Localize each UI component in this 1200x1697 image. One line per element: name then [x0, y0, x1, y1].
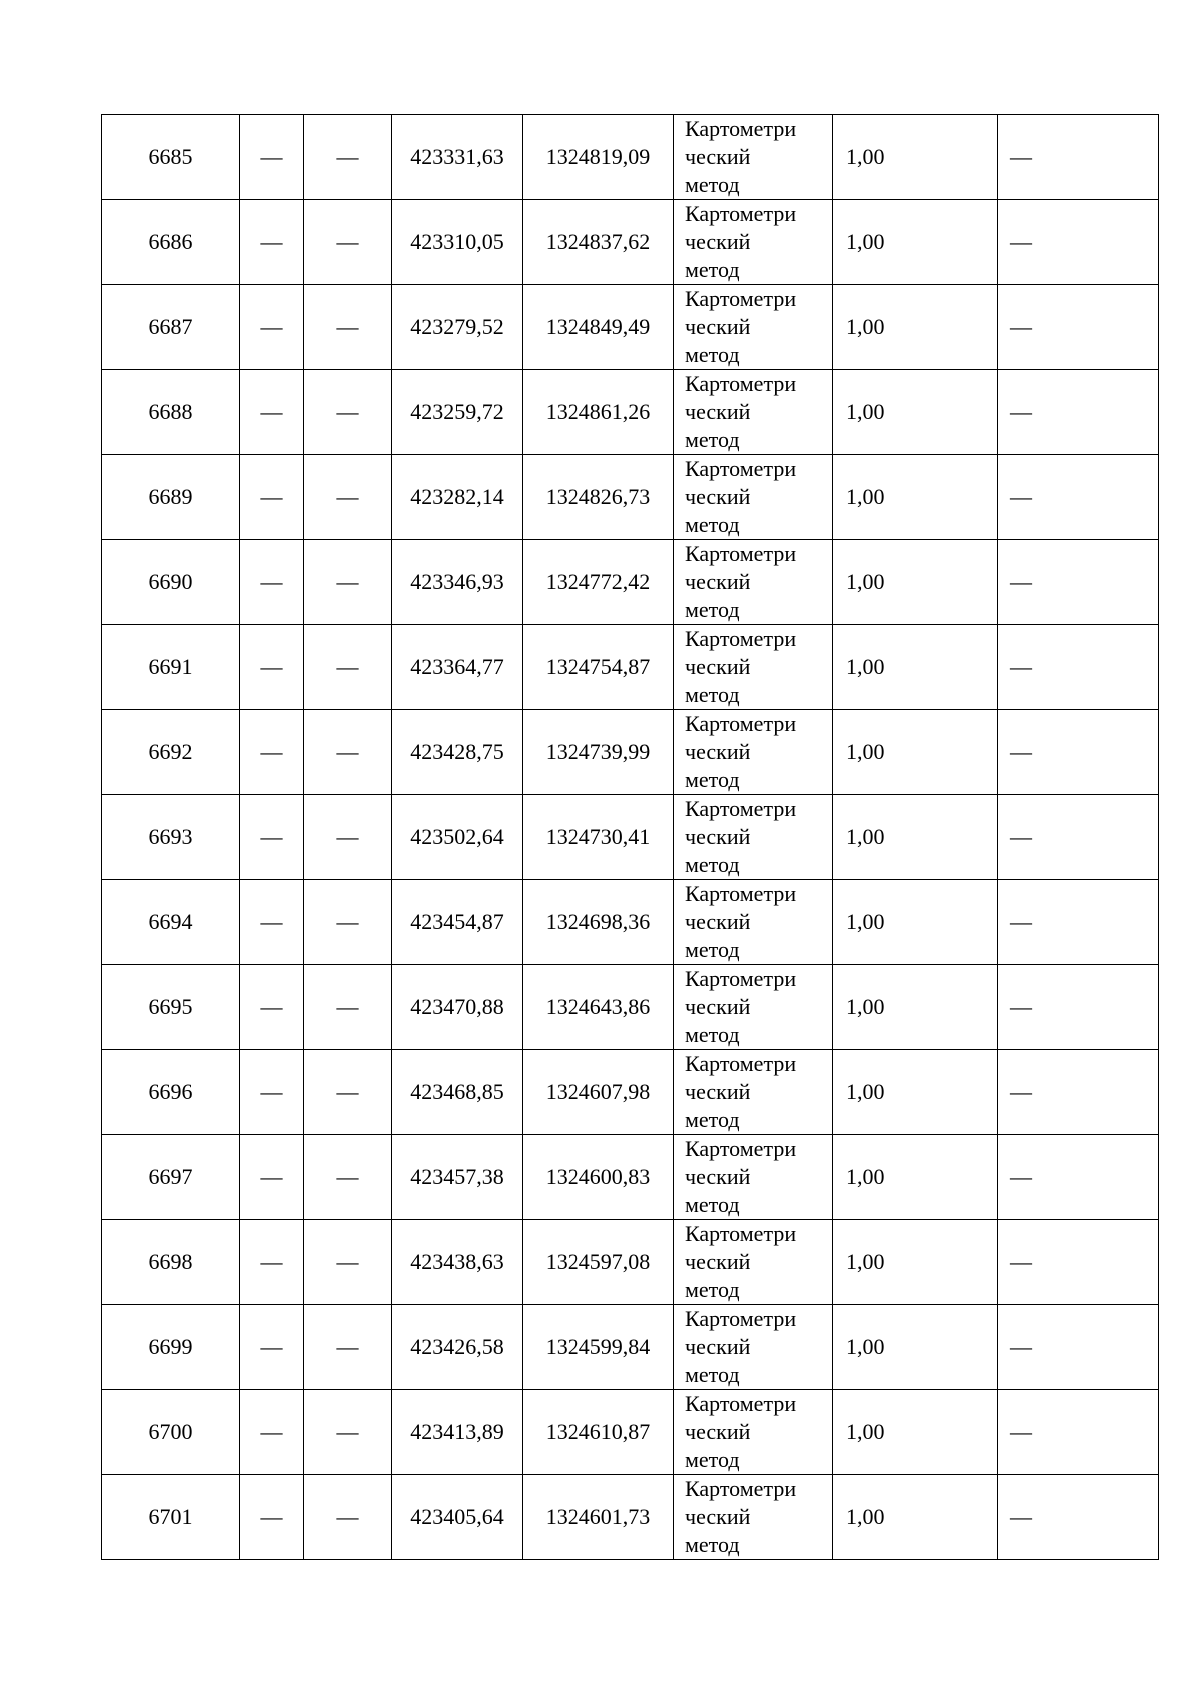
y-coordinate-cell: 1324643,86: [523, 965, 674, 1050]
point-number-cell: 6695: [102, 965, 240, 1050]
accuracy-cell: 1,00: [833, 1135, 998, 1220]
table-row: [102, 625, 1159, 710]
x-coordinate-cell: 423454,87: [392, 880, 523, 965]
empty-value-cell: —: [240, 1050, 304, 1135]
method-text-line: метод: [685, 342, 740, 367]
empty-value-cell: —: [240, 1220, 304, 1305]
empty-value-cell: —: [304, 795, 392, 880]
method-text-line: Картометри: [685, 541, 797, 566]
empty-value-cell: —: [240, 710, 304, 795]
empty-value-cell: —: [304, 285, 392, 370]
method-text-line: ческий: [685, 1164, 751, 1189]
point-number-cell: 6700: [102, 1390, 240, 1475]
empty-value-cell: —: [998, 200, 1159, 285]
empty-value-cell: —: [304, 540, 392, 625]
empty-value-cell: —: [998, 965, 1159, 1050]
x-coordinate-cell: 423428,75: [392, 710, 523, 795]
method-text-line: ческий: [685, 229, 751, 254]
empty-value-cell: —: [240, 1475, 304, 1560]
empty-value-cell: —: [304, 200, 392, 285]
method-text-line: Картометри: [685, 371, 797, 396]
table-row: [102, 200, 1159, 285]
method-text-line: ческий: [685, 909, 751, 934]
table-row: [102, 285, 1159, 370]
table-row: [102, 1220, 1159, 1305]
empty-value-cell: —: [998, 285, 1159, 370]
x-coordinate-cell: 423457,38: [392, 1135, 523, 1220]
point-number-cell: 6697: [102, 1135, 240, 1220]
method-text-line: ческий: [685, 1334, 751, 1359]
method-text-line: метод: [685, 172, 740, 197]
y-coordinate-cell: 1324730,41: [523, 795, 674, 880]
table-row: [102, 370, 1159, 455]
method-text-line: ческий: [685, 1249, 751, 1274]
point-number-cell: 6701: [102, 1475, 240, 1560]
x-coordinate-cell: 423502,64: [392, 795, 523, 880]
method-text-line: метод: [685, 427, 740, 452]
empty-value-cell: —: [304, 625, 392, 710]
empty-value-cell: —: [998, 115, 1159, 200]
accuracy-cell: 1,00: [833, 285, 998, 370]
point-number-cell: 6699: [102, 1305, 240, 1390]
method-text-line: метод: [685, 1022, 740, 1047]
method-text-line: Картометри: [685, 711, 797, 736]
x-coordinate-cell: 423413,89: [392, 1390, 523, 1475]
table-body: [102, 115, 1159, 1560]
method-text-line: метод: [685, 937, 740, 962]
y-coordinate-cell: 1324597,08: [523, 1220, 674, 1305]
method-text-line: Картометри: [685, 881, 797, 906]
empty-value-cell: —: [304, 880, 392, 965]
accuracy-cell: 1,00: [833, 115, 998, 200]
x-coordinate-cell: 423282,14: [392, 455, 523, 540]
x-coordinate-cell: 423310,05: [392, 200, 523, 285]
table-row: [102, 455, 1159, 540]
method-text-line: метод: [685, 682, 740, 707]
empty-value-cell: —: [304, 1390, 392, 1475]
table-row: [102, 1475, 1159, 1560]
table-row: [102, 1390, 1159, 1475]
empty-value-cell: —: [998, 1050, 1159, 1135]
empty-value-cell: —: [998, 625, 1159, 710]
x-coordinate-cell: 423331,63: [392, 115, 523, 200]
empty-value-cell: —: [998, 795, 1159, 880]
method-text-line: Картометри: [685, 1051, 797, 1076]
accuracy-cell: 1,00: [833, 1050, 998, 1135]
method-cell: [674, 540, 833, 625]
method-text-line: метод: [685, 597, 740, 622]
y-coordinate-cell: 1324849,49: [523, 285, 674, 370]
y-coordinate-cell: 1324754,87: [523, 625, 674, 710]
method-text-line: Картометри: [685, 116, 797, 141]
y-coordinate-cell: 1324772,42: [523, 540, 674, 625]
empty-value-cell: —: [304, 1220, 392, 1305]
y-coordinate-cell: 1324739,99: [523, 710, 674, 795]
accuracy-cell: 1,00: [833, 880, 998, 965]
y-coordinate-cell: 1324600,83: [523, 1135, 674, 1220]
method-cell: [674, 1050, 833, 1135]
empty-value-cell: —: [240, 370, 304, 455]
point-number-cell: 6693: [102, 795, 240, 880]
method-text-line: ческий: [685, 144, 751, 169]
method-text-line: метод: [685, 512, 740, 537]
accuracy-cell: 1,00: [833, 965, 998, 1050]
point-number-cell: 6691: [102, 625, 240, 710]
empty-value-cell: —: [240, 455, 304, 540]
empty-value-cell: —: [998, 1305, 1159, 1390]
empty-value-cell: —: [240, 1305, 304, 1390]
empty-value-cell: —: [304, 710, 392, 795]
empty-value-cell: —: [240, 965, 304, 1050]
method-cell: [674, 1390, 833, 1475]
method-text-line: Картометри: [685, 1221, 797, 1246]
x-coordinate-cell: 423405,64: [392, 1475, 523, 1560]
empty-value-cell: —: [998, 1220, 1159, 1305]
method-text-line: Картометри: [685, 966, 797, 991]
method-cell: [674, 625, 833, 710]
accuracy-cell: 1,00: [833, 455, 998, 540]
empty-value-cell: —: [998, 455, 1159, 540]
accuracy-cell: 1,00: [833, 710, 998, 795]
empty-value-cell: —: [998, 1475, 1159, 1560]
method-cell: [674, 1305, 833, 1390]
method-text-line: Картометри: [685, 456, 797, 481]
y-coordinate-cell: 1324601,73: [523, 1475, 674, 1560]
x-coordinate-cell: 423279,52: [392, 285, 523, 370]
point-number-cell: 6694: [102, 880, 240, 965]
method-cell: [674, 710, 833, 795]
empty-value-cell: —: [240, 540, 304, 625]
empty-value-cell: —: [998, 540, 1159, 625]
point-number-cell: 6692: [102, 710, 240, 795]
method-text-line: Картометри: [685, 1306, 797, 1331]
empty-value-cell: —: [240, 200, 304, 285]
x-coordinate-cell: 423438,63: [392, 1220, 523, 1305]
empty-value-cell: —: [304, 1475, 392, 1560]
method-text-line: ческий: [685, 569, 751, 594]
method-text-line: ческий: [685, 739, 751, 764]
empty-value-cell: —: [998, 1135, 1159, 1220]
method-text-line: метод: [685, 1532, 740, 1557]
method-text-line: Картометри: [685, 1391, 797, 1416]
table-row: [102, 710, 1159, 795]
x-coordinate-cell: 423470,88: [392, 965, 523, 1050]
empty-value-cell: —: [998, 880, 1159, 965]
x-coordinate-cell: 423364,77: [392, 625, 523, 710]
empty-value-cell: —: [998, 370, 1159, 455]
point-number-cell: 6696: [102, 1050, 240, 1135]
method-text-line: ческий: [685, 1419, 751, 1444]
table-row: [102, 795, 1159, 880]
empty-value-cell: —: [998, 1390, 1159, 1475]
x-coordinate-cell: 423346,93: [392, 540, 523, 625]
table-row: [102, 115, 1159, 200]
method-text-line: Картометри: [685, 1476, 797, 1501]
point-number-cell: 6686: [102, 200, 240, 285]
empty-value-cell: —: [240, 115, 304, 200]
method-text-line: ческий: [685, 994, 751, 1019]
table-row: [102, 540, 1159, 625]
table-row: [102, 965, 1159, 1050]
point-number-cell: 6685: [102, 115, 240, 200]
method-text-line: метод: [685, 852, 740, 877]
method-cell: [674, 285, 833, 370]
table-row: [102, 1305, 1159, 1390]
accuracy-cell: 1,00: [833, 200, 998, 285]
table-row: [102, 880, 1159, 965]
empty-value-cell: —: [304, 1135, 392, 1220]
method-cell: [674, 1475, 833, 1560]
method-text-line: ческий: [685, 314, 751, 339]
method-cell: [674, 370, 833, 455]
empty-value-cell: —: [304, 965, 392, 1050]
method-text-line: Картометри: [685, 201, 797, 226]
point-number-cell: 6698: [102, 1220, 240, 1305]
y-coordinate-cell: 1324861,26: [523, 370, 674, 455]
point-number-cell: 6688: [102, 370, 240, 455]
y-coordinate-cell: 1324826,73: [523, 455, 674, 540]
method-text-line: Картометри: [685, 626, 797, 651]
y-coordinate-cell: 1324599,84: [523, 1305, 674, 1390]
empty-value-cell: —: [240, 880, 304, 965]
method-text-line: метод: [685, 767, 740, 792]
method-text-line: ческий: [685, 824, 751, 849]
accuracy-cell: 1,00: [833, 1220, 998, 1305]
y-coordinate-cell: 1324837,62: [523, 200, 674, 285]
method-text-line: Картометри: [685, 796, 797, 821]
method-text-line: ческий: [685, 484, 751, 509]
empty-value-cell: —: [240, 625, 304, 710]
method-cell: [674, 455, 833, 540]
point-number-cell: 6690: [102, 540, 240, 625]
empty-value-cell: —: [240, 1135, 304, 1220]
method-text-line: метод: [685, 1107, 740, 1132]
table-row: [102, 1135, 1159, 1220]
y-coordinate-cell: 1324610,87: [523, 1390, 674, 1475]
method-text-line: ческий: [685, 654, 751, 679]
x-coordinate-cell: 423259,72: [392, 370, 523, 455]
accuracy-cell: 1,00: [833, 795, 998, 880]
method-cell: [674, 880, 833, 965]
x-coordinate-cell: 423468,85: [392, 1050, 523, 1135]
accuracy-cell: 1,00: [833, 540, 998, 625]
empty-value-cell: —: [304, 455, 392, 540]
method-text-line: метод: [685, 1192, 740, 1217]
accuracy-cell: 1,00: [833, 370, 998, 455]
y-coordinate-cell: 1324607,98: [523, 1050, 674, 1135]
method-text-line: ческий: [685, 1504, 751, 1529]
method-cell: [674, 200, 833, 285]
method-cell: [674, 115, 833, 200]
empty-value-cell: —: [304, 1305, 392, 1390]
accuracy-cell: 1,00: [833, 625, 998, 710]
method-cell: [674, 965, 833, 1050]
method-text-line: метод: [685, 1277, 740, 1302]
method-text-line: метод: [685, 1362, 740, 1387]
point-number-cell: 6687: [102, 285, 240, 370]
method-text-line: Картометри: [685, 286, 797, 311]
empty-value-cell: —: [304, 370, 392, 455]
coordinates-table: [101, 114, 1159, 1560]
method-text-line: ческий: [685, 1079, 751, 1104]
empty-value-cell: —: [240, 795, 304, 880]
method-text-line: Картометри: [685, 1136, 797, 1161]
accuracy-cell: 1,00: [833, 1305, 998, 1390]
method-cell: [674, 1135, 833, 1220]
x-coordinate-cell: 423426,58: [392, 1305, 523, 1390]
y-coordinate-cell: 1324698,36: [523, 880, 674, 965]
method-cell: [674, 795, 833, 880]
method-text-line: метод: [685, 1447, 740, 1472]
method-text-line: метод: [685, 257, 740, 282]
empty-value-cell: —: [304, 115, 392, 200]
point-number-cell: 6689: [102, 455, 240, 540]
table-row: [102, 1050, 1159, 1135]
empty-value-cell: —: [998, 710, 1159, 795]
accuracy-cell: 1,00: [833, 1475, 998, 1560]
empty-value-cell: —: [240, 1390, 304, 1475]
empty-value-cell: —: [240, 285, 304, 370]
accuracy-cell: 1,00: [833, 1390, 998, 1475]
y-coordinate-cell: 1324819,09: [523, 115, 674, 200]
method-text-line: ческий: [685, 399, 751, 424]
method-cell: [674, 1220, 833, 1305]
empty-value-cell: —: [304, 1050, 392, 1135]
